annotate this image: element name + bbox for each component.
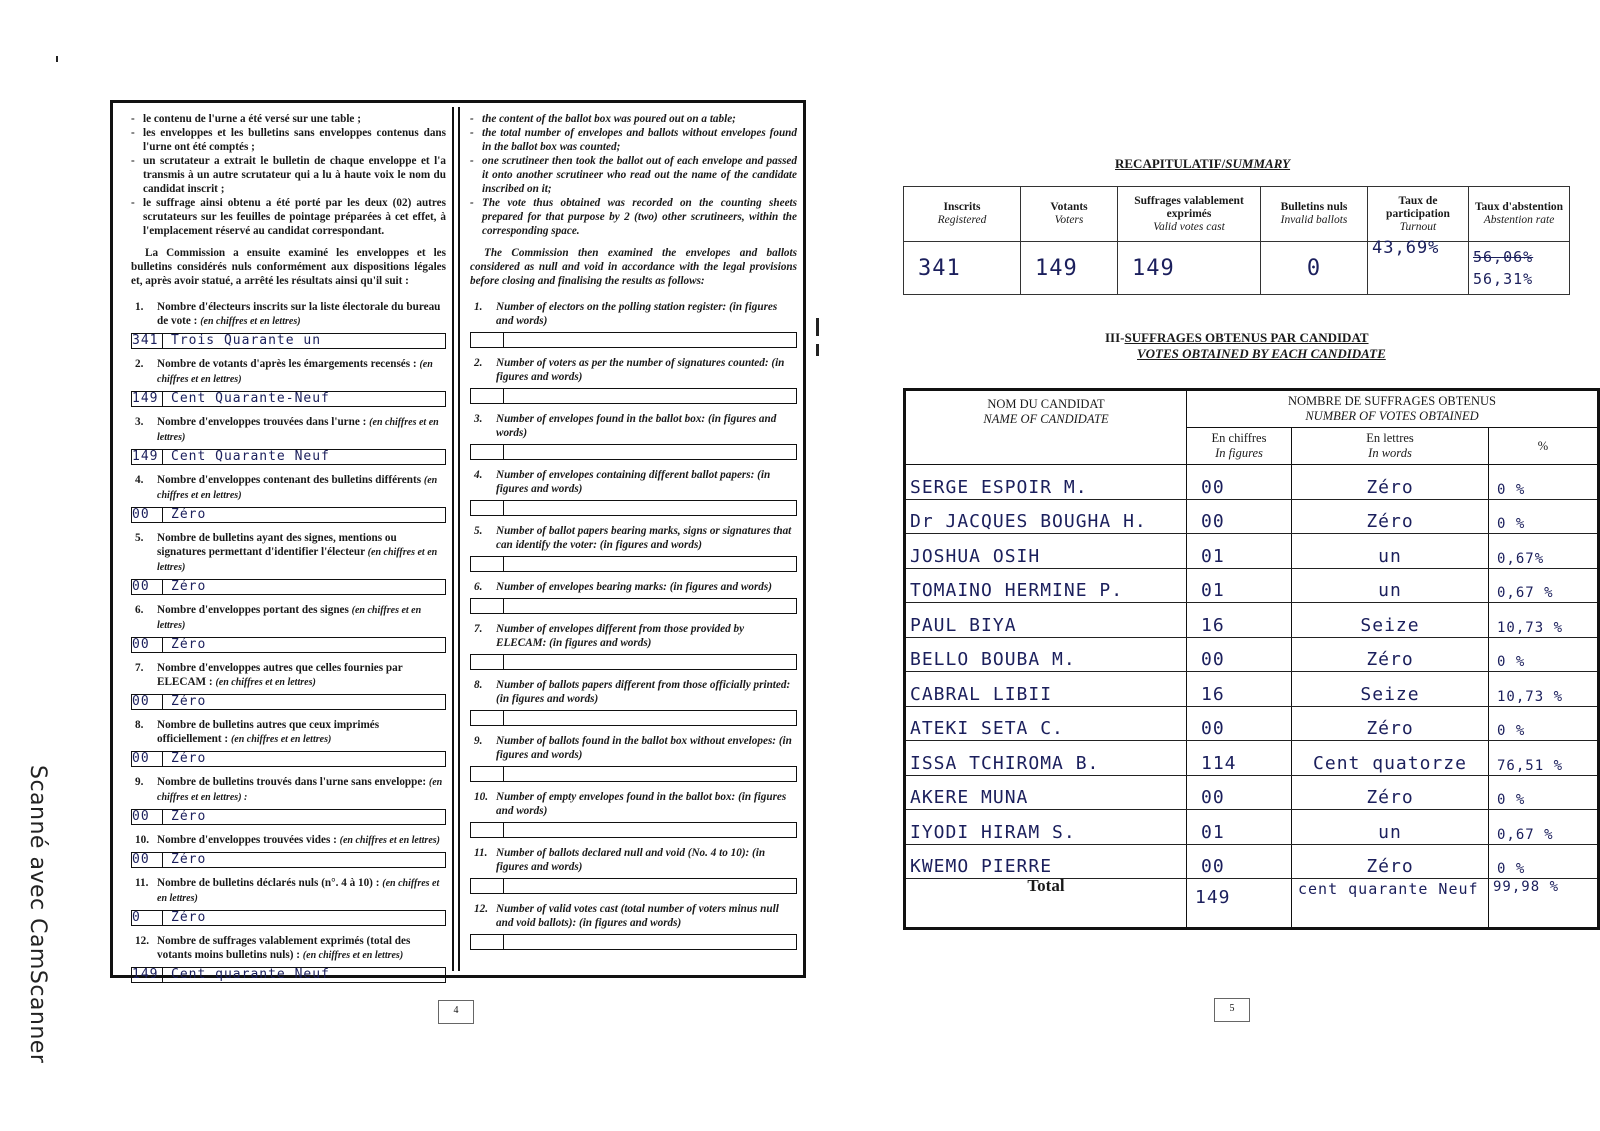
answer-words-field[interactable]: [504, 879, 796, 893]
item-label: Nombre d'enveloppes trouvées vides :: [157, 834, 337, 846]
candidate-row: [905, 810, 1599, 845]
item-label: Number of valid votes cast (total number of voters minus null and void ballots): (in figures and words): [496, 903, 779, 929]
item-note: (en chiffres et en lettres): [200, 316, 301, 327]
item-note: (en chiffres et en lettres): [157, 359, 433, 385]
candidate-name: SERGE ESPOIR M.: [905, 465, 1187, 500]
answer-figures-field[interactable]: 0: [132, 911, 163, 925]
item-note: (en chiffres et en lettres): [157, 475, 438, 501]
answer-words-field[interactable]: Cent quarante Neuf: [171, 968, 330, 982]
en-answer-box: [470, 444, 797, 460]
answer-figures-field[interactable]: [471, 879, 504, 893]
candidate-name: KWEMO PIERRE: [905, 844, 1187, 879]
answer-words-field[interactable]: [504, 445, 796, 459]
candidate-name: BELLO BOUBA M.: [905, 637, 1187, 672]
section-3-title: [1105, 330, 1386, 362]
answer-figures-field[interactable]: [471, 333, 504, 347]
item-number: 8.: [135, 719, 144, 731]
valid-votes-value: 149: [1118, 242, 1261, 295]
page-number-marker: 4: [438, 1000, 474, 1024]
fr-paragraph: La Commission a ensuite examiné les enveloppes et les bulletins considérés nuls conformément aux dispositions légales et, après avoir statué, a arrêté les résultats ainsi qu'il suit :: [131, 247, 446, 287]
item-label: Nombre d'enveloppes autres que celles fournies par ELECAM :: [157, 662, 403, 688]
en-item: [470, 734, 797, 762]
candidate-name: JOSHUA OSIH: [905, 534, 1187, 569]
header-candidate-name: NOM DU CANDIDAT NAME OF CANDIDATE: [905, 390, 1187, 465]
item-number: 5.: [474, 525, 483, 537]
item-number: 8.: [474, 679, 483, 691]
scan-mark: [816, 318, 819, 336]
answer-words-field[interactable]: [504, 655, 796, 669]
candidate-name: PAUL BIYA: [905, 603, 1187, 638]
answer-words-field[interactable]: [504, 767, 796, 781]
answer-figures-field[interactable]: [471, 501, 504, 515]
answer-words-field[interactable]: [504, 823, 796, 837]
en-item: [470, 902, 797, 930]
item-number: 4.: [135, 474, 144, 486]
form-frame: [110, 100, 806, 982]
section-3-title-en: VOTES OBTAINED BY EACH CANDIDATE: [1137, 346, 1386, 361]
candidate-votes-figures: 114: [1187, 741, 1292, 776]
answer-figures-field[interactable]: [471, 935, 504, 949]
answer-figures-field[interactable]: [471, 599, 504, 613]
fr-answer-box: [131, 910, 446, 926]
french-column: [117, 107, 454, 982]
item-number: 1.: [474, 301, 483, 313]
item-number: 6.: [135, 604, 144, 616]
answer-words-field[interactable]: [504, 389, 796, 403]
item-label: Number of envelopes bearing marks: (in figures and words): [496, 581, 772, 593]
summary-header-row: [904, 187, 1570, 242]
left-page-form: [110, 100, 810, 1016]
abstention-struck-value: 56,06%: [1473, 248, 1534, 266]
fr-item: [131, 876, 446, 906]
answer-words-field[interactable]: Zéro: [171, 752, 207, 766]
answer-figures-field[interactable]: 149: [132, 968, 163, 982]
candidate-row: [905, 672, 1599, 707]
item-note: (en chiffres et en lettres): [157, 878, 440, 904]
answer-figures-field[interactable]: 00: [132, 853, 163, 867]
candidate-votes-percent: 76,51 %: [1489, 741, 1599, 776]
fr-item: [131, 603, 446, 633]
candidate-row: [905, 568, 1599, 603]
header-words: En lettres In words: [1292, 428, 1489, 465]
answer-words-field[interactable]: [504, 599, 796, 613]
answer-words-field[interactable]: Zéro: [171, 638, 207, 652]
en-answer-box: [470, 934, 797, 950]
item-number: 9.: [135, 776, 144, 788]
total-label: Total: [905, 879, 1187, 929]
col-abstention: Taux d'abstention Abstention rate: [1469, 187, 1570, 242]
section-3-title-fr: SUFFRAGES OBTENUS PAR CANDIDAT: [1124, 330, 1369, 345]
en-items-list: [470, 300, 797, 950]
answer-figures-field[interactable]: [471, 389, 504, 403]
item-number: 3.: [474, 413, 483, 425]
candidate-row: [905, 534, 1599, 569]
answer-words-field[interactable]: [504, 333, 796, 347]
answer-figures-field[interactable]: [471, 655, 504, 669]
item-note: (en chiffres et en lettres): [157, 417, 439, 443]
total-words: cent quarante Neuf: [1292, 879, 1489, 929]
candidate-votes-figures: 16: [1187, 672, 1292, 707]
item-label: Nombre d'électeurs inscrits sur la liste électorale du bureau de vote :: [157, 301, 441, 327]
item-number: 5.: [135, 532, 144, 544]
fr-item: [131, 661, 446, 690]
fr-answer-box: [131, 694, 446, 710]
scan-mark: [816, 344, 819, 356]
item-number: 4.: [474, 469, 483, 481]
fr-item: [131, 718, 446, 747]
fr-answer-box: [131, 852, 446, 868]
answer-figures-field[interactable]: 00: [132, 508, 163, 522]
candidate-votes-words: Zéro: [1292, 706, 1489, 741]
candidate-votes-figures: 01: [1187, 810, 1292, 845]
votes-header-row-1: [905, 390, 1599, 428]
item-label: Nombre d'enveloppes portant des signes: [157, 604, 349, 616]
candidate-votes-words: un: [1292, 568, 1489, 603]
item-label: Number of envelopes containing different ballot papers: (in figures and words): [496, 469, 771, 495]
invalid-ballots-value: 0: [1261, 242, 1368, 295]
col-valid-votes: Suffrages valablement exprimés Valid votes cast: [1118, 187, 1261, 242]
item-label: Nombre d'enveloppes trouvées dans l'urne :: [157, 416, 367, 428]
item-label: Nombre de votants d'après les émargements recensés :: [157, 358, 417, 370]
candidate-row: [905, 741, 1599, 776]
col-invalid-ballots: Bulletins nuls Invalid ballots: [1261, 187, 1368, 242]
col-turnout: Taux de participation Turnout: [1368, 187, 1469, 242]
candidate-votes-words: Zéro: [1292, 499, 1489, 534]
item-note: (en chiffres et en lettres): [230, 734, 332, 745]
item-note: (en chiffres et en lettres): [339, 835, 440, 846]
item-label: Nombre d'enveloppes contenant des bulletins différents: [157, 474, 422, 486]
candidate-votes-figures: 00: [1187, 844, 1292, 879]
summary-table: [903, 186, 1570, 295]
answer-words-field[interactable]: Trois Quarante un: [171, 334, 322, 348]
candidate-votes-words: Zéro: [1292, 775, 1489, 810]
item-number: 3.: [135, 416, 144, 428]
fr-item: [131, 934, 446, 963]
answer-words-field[interactable]: Zéro: [171, 853, 207, 867]
item-number: 1.: [135, 301, 144, 313]
candidate-votes-words: Zéro: [1292, 637, 1489, 672]
item-note: (en chiffres et en lettres): [215, 677, 316, 688]
answer-words-field[interactable]: Zéro: [171, 580, 207, 594]
en-answer-box: [470, 710, 797, 726]
candidate-votes-percent: 0,67 %: [1489, 810, 1599, 845]
abstention-value: 56,31%: [1473, 270, 1534, 288]
item-number: 12.: [135, 935, 149, 947]
col-voters: Votants Voters: [1021, 187, 1118, 242]
summary-values-row: [904, 242, 1570, 295]
en-answer-box: [470, 766, 797, 782]
en-item: [470, 356, 797, 384]
item-number: 2.: [474, 357, 483, 369]
en-answer-box: [470, 388, 797, 404]
fr-item: [131, 473, 446, 503]
candidate-votes-percent: 0 %: [1489, 465, 1599, 500]
candidate-votes-words: Seize: [1292, 672, 1489, 707]
item-number: 2.: [135, 358, 144, 370]
en-answer-box: [470, 822, 797, 838]
turnout-value: 43,69%: [1368, 242, 1469, 295]
answer-words-field[interactable]: [504, 711, 796, 725]
total-row: [905, 879, 1599, 929]
item-label: Number of envelopes found in the ballot box: (in figures and words): [496, 413, 777, 439]
candidate-name: TOMAINO HERMINE P.: [905, 568, 1187, 603]
answer-figures-field[interactable]: 00: [132, 810, 163, 824]
answer-words-field[interactable]: [504, 935, 796, 949]
candidate-votes-words: Zéro: [1292, 844, 1489, 879]
item-note: (en chiffres et en lettres) :: [157, 777, 443, 803]
candidate-row: [905, 775, 1599, 810]
answer-figures-field[interactable]: [471, 823, 504, 837]
answer-words-field[interactable]: Cent Quarante Neuf: [171, 450, 330, 464]
candidate-votes-figures: 00: [1187, 706, 1292, 741]
candidate-row: [905, 465, 1599, 500]
answer-words-field[interactable]: Zéro: [171, 810, 207, 824]
answer-figures-field[interactable]: 00: [132, 580, 163, 594]
candidate-votes-figures: 01: [1187, 534, 1292, 569]
en-item: [470, 678, 797, 706]
item-label: Nombre de bulletins trouvés dans l'urne sans enveloppe:: [157, 776, 427, 788]
scan-speck: [56, 56, 58, 62]
en-answer-box: [470, 878, 797, 894]
fr-item: [131, 833, 446, 848]
item-number: 12.: [474, 903, 488, 915]
candidate-votes-words: Zéro: [1292, 465, 1489, 500]
item-number: 6.: [474, 581, 483, 593]
candidate-votes-percent: 0 %: [1489, 706, 1599, 741]
en-item: [470, 790, 797, 818]
item-note: (en chiffres et en lettres): [157, 547, 438, 573]
en-answer-box: [470, 654, 797, 670]
candidate-votes-words: un: [1292, 534, 1489, 569]
total-figures: 149: [1187, 879, 1292, 929]
abstention-cell: [1469, 242, 1570, 295]
item-label: Number of ballot papers bearing marks, signs or signatures that can identify the voter: (in figures and words): [496, 525, 792, 551]
item-note: (en chiffres et en lettres): [157, 605, 422, 631]
item-label: Nombre de bulletins autres que ceux imprimés officiellement :: [157, 719, 380, 745]
candidate-votes-figures: 00: [1187, 775, 1292, 810]
answer-figures-field[interactable]: 00: [132, 638, 163, 652]
en-paragraph: The Commission then examined the envelopes and ballots considered as null and void in accordance with the legal provisions before closing and finalising the results as follows:: [470, 247, 797, 287]
item-label: Number of electors on the polling station register: (in figures and words): [496, 301, 778, 327]
answer-words-field[interactable]: Zéro: [171, 911, 207, 925]
summary-title-en: SUMMARY: [1225, 156, 1291, 171]
item-number: 7.: [135, 662, 144, 674]
header-percent: %: [1489, 428, 1599, 465]
item-number: 7.: [474, 623, 483, 635]
fr-answer-box: [131, 637, 446, 653]
answer-figures-field[interactable]: 149: [132, 450, 163, 464]
answer-figures-field[interactable]: 00: [132, 695, 163, 709]
fr-item: [131, 531, 446, 575]
en-bullet: - The vote thus obtained was recorded on the counting sheets prepared for that purpose by 2 (two) other scrutineers, within the corresponding space.: [470, 196, 797, 238]
camscanner-watermark: Scanné avec CamScanner: [25, 765, 50, 1064]
summary-title: [1115, 156, 1290, 172]
en-bullet: - the total number of envelopes and ballots without envelopes found in the ballot box was counted;: [470, 126, 797, 154]
candidate-votes-percent: 0,67%: [1489, 534, 1599, 569]
fr-item: [131, 415, 446, 445]
candidate-votes-figures: 16: [1187, 603, 1292, 638]
candidate-votes-percent: 10,73 %: [1489, 603, 1599, 638]
item-label: Number of envelopes different from those provided by ELECAM: (in figures and words): [496, 623, 745, 649]
candidate-votes-percent: 0 %: [1489, 499, 1599, 534]
candidate-votes-figures: 00: [1187, 465, 1292, 500]
candidate-votes-percent: 0 %: [1489, 637, 1599, 672]
en-item: [470, 468, 797, 496]
votes-rows: [905, 465, 1599, 879]
fr-answer-box: [131, 751, 446, 767]
answer-figures-field[interactable]: [471, 445, 504, 459]
answer-words-field[interactable]: Zéro: [171, 695, 207, 709]
fr-item: [131, 300, 446, 329]
fr-item: [131, 357, 446, 387]
fr-bullet: - les enveloppes et les bulletins sans enveloppes contenus dans l'urne ont été comptés ;: [131, 126, 446, 154]
candidate-name: IYODI HIRAM S.: [905, 810, 1187, 845]
votes-by-candidate-table: [903, 388, 1600, 930]
answer-words-field[interactable]: [504, 501, 796, 515]
en-answer-box: [470, 332, 797, 348]
fr-items-list: [131, 300, 446, 983]
fr-answer-box: [131, 579, 446, 595]
fr-bullet: - le contenu de l'urne a été versé sur une table ;: [131, 112, 446, 126]
answer-words-field[interactable]: [504, 557, 796, 571]
en-item: [470, 524, 797, 552]
item-label: Number of ballots declared null and void (No. 4 to 10): (in figures and words): [496, 847, 766, 873]
answer-figures-field[interactable]: [471, 767, 504, 781]
item-label: Nombre de bulletins ayant des signes, mentions ou signatures permettant d'identifier l'électeur: [157, 532, 397, 558]
answer-words-field[interactable]: Zéro: [171, 508, 207, 522]
answer-figures-field[interactable]: 341: [132, 334, 163, 348]
summary-title-fr: RECAPITULATIF/: [1115, 156, 1226, 171]
item-number: 11.: [135, 877, 149, 889]
fr-answer-box: [131, 507, 446, 523]
item-label: Number of ballots papers different from those officially printed: (in figures and words): [496, 679, 791, 705]
fr-answer-box: [131, 809, 446, 825]
header-votes-obtained: NOMBRE DE SUFFRAGES OBTENUS NUMBER OF VOTES OBTAINED: [1187, 390, 1599, 428]
en-item: [470, 846, 797, 874]
candidate-name: ATEKI SETA C.: [905, 706, 1187, 741]
voters-value: 149: [1021, 242, 1118, 295]
candidate-row: [905, 844, 1599, 879]
item-number: 10.: [474, 791, 488, 803]
candidate-votes-percent: 10,73 %: [1489, 672, 1599, 707]
fr-answer-box: [131, 449, 446, 465]
candidate-name: Dr JACQUES BOUGHA H.: [905, 499, 1187, 534]
answer-words-field[interactable]: Cent Quarante-Neuf: [171, 392, 330, 406]
section-3-prefix: III-: [1105, 330, 1125, 345]
candidate-name: AKERE MUNA: [905, 775, 1187, 810]
candidate-votes-figures: 00: [1187, 637, 1292, 672]
candidate-name: CABRAL LIBII: [905, 672, 1187, 707]
en-bullet: - one scrutineer then took the ballot out of each envelope and passed it onto another scrutineer who read out the name of the candidate inscribed on it;: [470, 154, 797, 196]
en-answer-box: [470, 598, 797, 614]
candidate-votes-words: un: [1292, 810, 1489, 845]
en-item: [470, 412, 797, 440]
fr-bullet: - le suffrage ainsi obtenu a été porté par les deux (02) autres scrutateurs sur les feuilles de pointage préparées à cet effet, à l'emplacement réservé au candidat correspondant.: [131, 196, 446, 238]
answer-figures-field[interactable]: [471, 557, 504, 571]
page-number-marker: 5: [1214, 998, 1250, 1022]
candidate-row: [905, 499, 1599, 534]
item-number: 9.: [474, 735, 483, 747]
candidate-votes-words: Cent quatorze: [1292, 741, 1489, 776]
candidate-row: [905, 603, 1599, 638]
fr-item: [131, 775, 446, 805]
item-label: Nombre de suffrages valablement exprimés (total des votants moins bulletins nuls) :: [157, 935, 411, 961]
right-page-results: [900, 140, 1600, 1040]
candidate-votes-figures: 01: [1187, 568, 1292, 603]
en-item: [470, 300, 797, 328]
fr-bullet: - un scrutateur a extrait le bulletin de chaque enveloppe et l'a transmis à un autre scrutateur qui a lu à haute voix le nom du candidat inscrit ;: [131, 154, 446, 196]
item-note: (en chiffres et en lettres): [302, 950, 404, 961]
item-label: Number of empty envelopes found in the ballot box: (in figures and words): [496, 791, 787, 817]
total-percent: 99,98 %: [1489, 879, 1599, 929]
answer-figures-field[interactable]: 00: [132, 752, 163, 766]
registered-value: 341: [904, 242, 1021, 295]
candidate-votes-figures: 00: [1187, 499, 1292, 534]
candidate-votes-percent: 0 %: [1489, 775, 1599, 810]
en-answer-box: [470, 556, 797, 572]
candidate-votes-words: Seize: [1292, 603, 1489, 638]
candidate-name: ISSA TCHIROMA B.: [905, 741, 1187, 776]
candidate-votes-percent: 0 %: [1489, 844, 1599, 879]
en-bullet: - the content of the ballot box was poured out on a table;: [470, 112, 797, 126]
header-figures: En chiffres In figures: [1187, 428, 1292, 465]
en-answer-box: [470, 500, 797, 516]
en-item: [470, 580, 797, 594]
fr-answer-box: [131, 967, 446, 983]
candidate-row: [905, 706, 1599, 741]
item-label: Number of voters as per the number of signatures counted: (in figures and words): [496, 357, 785, 383]
english-column: [458, 107, 803, 971]
item-number: 10.: [135, 834, 149, 846]
col-registered: Inscrits Registered: [904, 187, 1021, 242]
candidate-row: [905, 637, 1599, 672]
item-label: Number of ballots found in the ballot box without envelopes: (in figures and words): [496, 735, 792, 761]
item-number: 11.: [474, 847, 488, 859]
fr-answer-box: [131, 391, 446, 407]
en-item: [470, 622, 797, 650]
answer-figures-field[interactable]: 149: [132, 392, 163, 406]
fr-answer-box: [131, 333, 446, 349]
candidate-votes-percent: 0,67 %: [1489, 568, 1599, 603]
answer-figures-field[interactable]: [471, 711, 504, 725]
item-label: Nombre de bulletins déclarés nuls (n°. 4 à 10) :: [157, 877, 380, 889]
